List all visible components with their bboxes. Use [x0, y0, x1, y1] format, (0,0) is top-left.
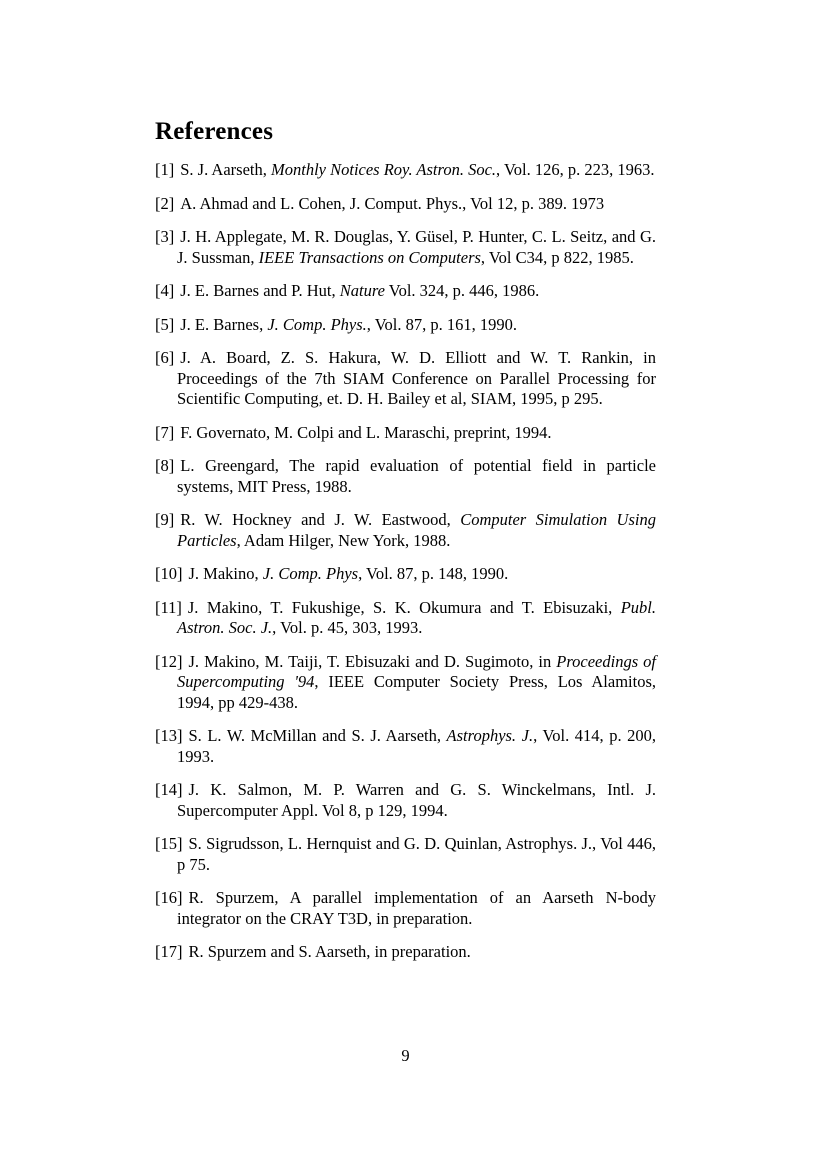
reference-text: L. Greengard, The rapid evaluation of potential field in particle systems, MIT Press, 1988.: [177, 456, 656, 496]
reference-label: [3]: [155, 227, 175, 246]
reference-text: A. Ahmad and L. Cohen, J. Comput. Phys., Vol 12, p. 389. 1973: [180, 193, 605, 213]
reference-text: , Vol. 87, p. 161, 1990.: [366, 314, 517, 334]
reference-text: R. Spurzem and S. Aarseth, in preparation.: [188, 942, 471, 961]
reference-text: , IEEE Computer Society Press, Los Alamitos, 1994, pp 429-438.: [177, 672, 657, 712]
reference-item: [155, 652, 656, 714]
reference-text: , Vol C34, p 822, 1985.: [480, 247, 634, 267]
reference-journal-title: Astrophys. J.: [446, 726, 534, 745]
reference-text: J. A. Board, Z. S. Hakura, W. D. Elliott and W. T. Rankin, in Proceedings of the 7th SIAM Conference on Parallel Processing for Scientific Computing, et. D. H. Bailey et al, SIAM, 1995, p 295.: [177, 348, 656, 408]
reference-journal-title: IEEE Transactions on Computers: [258, 247, 481, 267]
reference-label: [5]: [155, 314, 175, 334]
reference-item: [155, 510, 656, 551]
reference-item: [155, 348, 656, 410]
reference-text: , Vol. 414, p. 200, 1993.: [177, 726, 657, 766]
reference-journal-title: J. Comp. Phys.: [267, 314, 367, 334]
reference-label: [15]: [155, 834, 183, 853]
reference-text: J. Makino,: [188, 564, 263, 583]
reference-journal-title: Proceedings of Supercomputing '94: [177, 651, 656, 691]
reference-item: [155, 160, 656, 181]
reference-label: [17]: [155, 942, 183, 961]
reference-item: [155, 598, 656, 639]
reference-text: R. Spurzem, A parallel implementation of an Aarseth N-body integrator on the CRAY T3D, in preparation.: [177, 888, 656, 928]
reference-text: J. Makino, M. Taiji, T. Ebisuzaki and D. Sugimoto, in: [188, 651, 557, 671]
reference-item: [155, 194, 656, 215]
reference-item: [155, 281, 656, 302]
reference-text: J. E. Barnes,: [180, 314, 268, 334]
reference-label: [8]: [155, 456, 175, 475]
reference-item: [155, 942, 656, 963]
reference-text: , Adam Hilger, New York, 1988.: [236, 530, 451, 550]
reference-text: J. Makino, T. Fukushige, S. K. Okumura and T. Ebisuzaki,: [187, 597, 621, 617]
reference-label: [2]: [155, 193, 175, 213]
reference-text: J. K. Salmon, M. P. Warren and G. S. Winckelmans, Intl. J. Supercomputer Appl. Vol 8, p 129, 1994.: [177, 780, 656, 820]
reference-item: [155, 315, 656, 336]
reference-text: , Vol. 126, p. 223, 1963.: [496, 160, 655, 179]
reference-label: [1]: [155, 160, 175, 179]
reference-label: [7]: [155, 422, 175, 442]
references-heading: References: [155, 118, 274, 145]
reference-label: [13]: [155, 726, 183, 745]
reference-item: [155, 888, 656, 929]
reference-text: S. J. Aarseth,: [180, 160, 271, 179]
reference-item: [155, 456, 656, 497]
reference-text: J. E. Barnes and P. Hut,: [180, 281, 340, 300]
reference-label: [12]: [155, 651, 183, 671]
reference-item: [155, 834, 656, 875]
reference-text: S. L. W. McMillan and S. J. Aarseth,: [188, 726, 447, 745]
reference-text: , Vol. 87, p. 148, 1990.: [358, 564, 509, 583]
reference-item: [155, 780, 656, 821]
references-list: [155, 160, 656, 976]
reference-item: [155, 423, 656, 444]
reference-label: [4]: [155, 281, 175, 300]
reference-label: [6]: [155, 348, 175, 367]
reference-text: F. Governato, M. Colpi and L. Maraschi, preprint, 1994.: [180, 422, 552, 442]
reference-label: [10]: [155, 564, 183, 583]
reference-text: R. W. Hockney and J. W. Eastwood,: [180, 510, 461, 529]
reference-label: [14]: [155, 780, 183, 799]
reference-text: Vol. 324, p. 446, 1986.: [384, 281, 540, 300]
page-number: 9: [401, 1046, 410, 1065]
reference-label: [11]: [155, 597, 182, 617]
reference-text: , Vol. p. 45, 303, 1993.: [272, 618, 423, 637]
reference-item: [155, 564, 656, 585]
reference-journal-title: Computer Simulation Using Particles: [177, 510, 656, 550]
reference-label: [9]: [155, 510, 175, 529]
reference-journal-title: Nature: [339, 281, 385, 300]
reference-journal-title: J. Comp. Phys: [262, 564, 359, 583]
reference-journal-title: Publ. Astron. Soc. J.: [177, 597, 656, 637]
reference-text: J. H. Applegate, M. R. Douglas, Y. Güsel, P. Hunter, C. L. Seitz, and G. J. Sussman,: [177, 227, 656, 267]
reference-label: [16]: [155, 888, 183, 907]
reference-item: [155, 726, 656, 767]
reference-text: S. Sigrudsson, L. Hernquist and G. D. Quinlan, Astrophys. J., Vol 446, p 75.: [177, 834, 656, 874]
reference-item: [155, 227, 656, 268]
reference-journal-title: Monthly Notices Roy. Astron. Soc.: [271, 160, 497, 179]
